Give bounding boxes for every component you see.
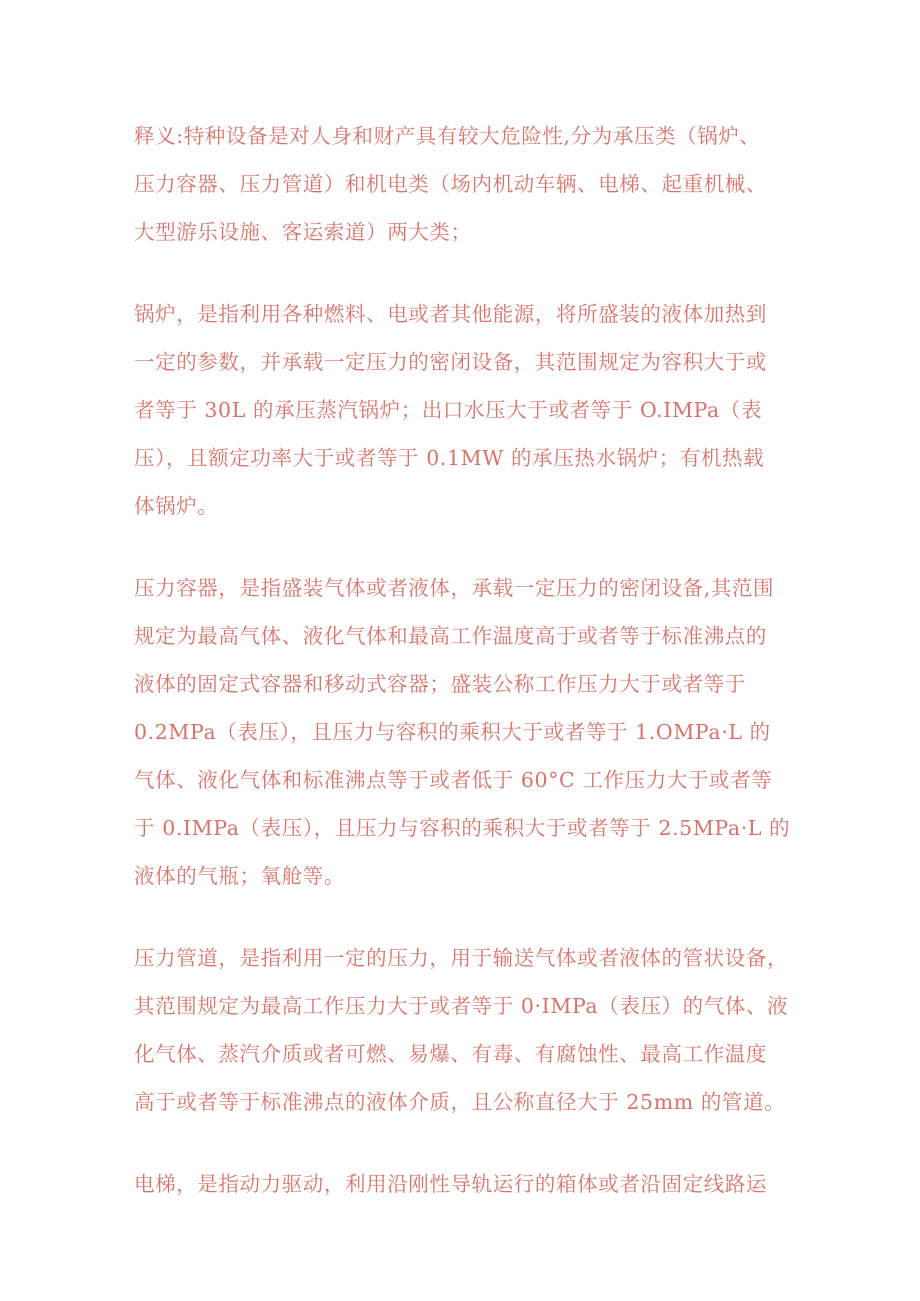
text-line: 高于或者等于标准沸点的液体介质，且公称直径大于 25mm 的管道。 <box>134 1090 786 1114</box>
paragraph-elevator <box>134 1160 806 1208</box>
text-line: 者等于 30L 的承压蒸汽锅炉；出口水压大于或者等于 O.IMPa（表 <box>134 398 763 422</box>
text-line: 液体的固定式容器和移动式容器；盛装公称工作压力大于或者等于 <box>134 672 746 696</box>
document-body <box>134 112 806 1208</box>
text-line: 体锅炉。 <box>134 494 219 518</box>
text-line: 电梯，是指动力驱动，利用沿刚性导轨运行的箱体或者沿固定线路运 <box>134 1172 767 1196</box>
paragraph-pressure-pipeline <box>134 934 806 1126</box>
text-line: 压），且额定功率大于或者等于 0.1MW 的承压热水锅炉；有机热载 <box>134 446 765 470</box>
text-line: 于 0.IMPa（表压），且压力与容积的乘积大于或者等于 2.5MPa·L 的 <box>134 816 791 840</box>
text-line: 一定的参数，并承载一定压力的密闭设备，其范围规定为容积大于或 <box>134 350 767 374</box>
paragraph-pressure-vessel <box>134 564 806 900</box>
text-line: 0.2MPa（表压），且压力与容积的乘积大于或者等于 1.OMPa·L 的 <box>134 720 771 744</box>
text-line: 释义:特种设备是对人身和财产具有较大危险性,分为承压类（锅炉、 <box>134 124 761 148</box>
text-line: 锅炉，是指利用各种燃料、电或者其他能源，将所盛装的液体加热到 <box>134 302 767 326</box>
paragraph-definition <box>134 112 806 256</box>
text-line: 压力管道，是指利用一定的压力，用于输送气体或者液体的管状设备， <box>134 946 789 970</box>
paragraph-boiler <box>134 290 806 530</box>
text-line: 规定为最高气体、液化气体和最高工作温度高于或者等于标准沸点的 <box>134 624 767 648</box>
text-line: 其范围规定为最高工作压力大于或者等于 0·IMPa（表压）的气体、液 <box>134 994 789 1018</box>
text-line: 压力容器，是指盛装气体或者液体，承载一定压力的密闭设备,其范围 <box>134 576 775 600</box>
text-line: 压力容器、压力管道）和机电类（场内机动车辆、电梯、起重机械、 <box>134 172 767 196</box>
text-line: 大型游乐设施、客运索道）两大类； <box>134 220 472 244</box>
text-line: 液体的气瓶；氧舱等。 <box>134 864 345 888</box>
text-line: 化气体、蒸汽介质或者可燃、易爆、有毒、有腐蚀性、最高工作温度 <box>134 1042 767 1066</box>
text-line: 气体、液化气体和标准沸点等于或者低于 60°C 工作压力大于或者等 <box>134 768 773 792</box>
